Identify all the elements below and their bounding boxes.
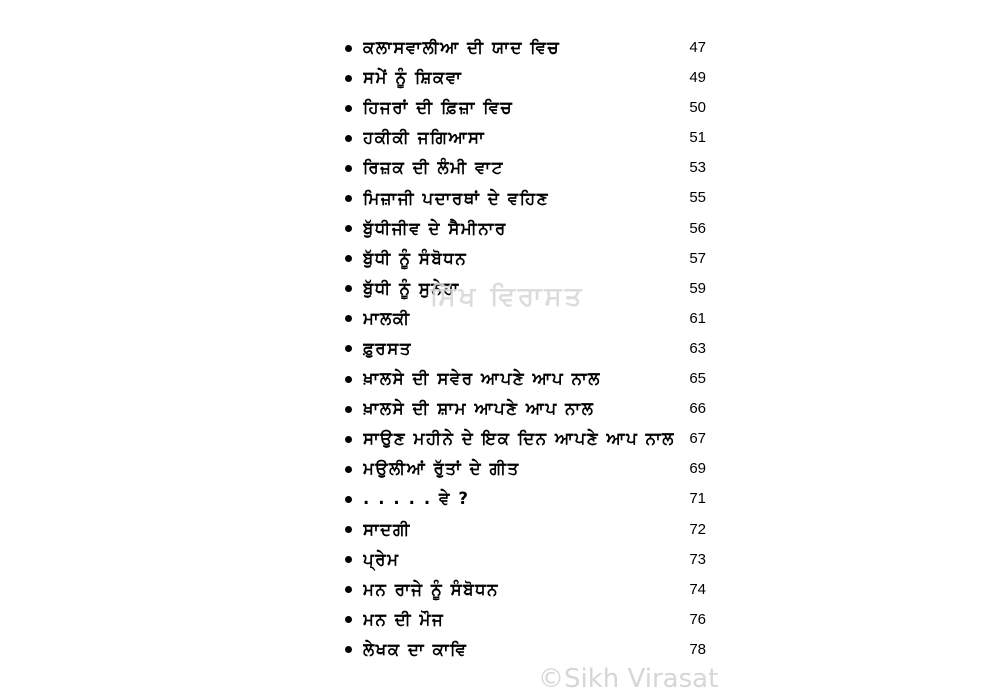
toc-entry-page-number: 63 bbox=[689, 339, 706, 357]
toc-entry[interactable] bbox=[338, 575, 718, 605]
bullet-icon bbox=[345, 285, 352, 292]
bullet-icon bbox=[345, 225, 352, 232]
toc-entry-page-number: 55 bbox=[689, 189, 706, 207]
toc-entry-title: ਫ਼ੁਰਸਤ bbox=[363, 338, 413, 358]
toc-entry-page-number: 49 bbox=[689, 69, 706, 87]
bullet-icon bbox=[345, 195, 352, 202]
toc-entry[interactable] bbox=[338, 454, 718, 484]
toc-entry[interactable] bbox=[338, 484, 718, 514]
toc-entry-title: . . . . . ਵੇ ? bbox=[363, 489, 470, 509]
bullet-icon bbox=[345, 616, 352, 623]
toc-entry-page-number: 76 bbox=[689, 610, 706, 628]
toc-entry-title: ਮਉਲੀਆਂ ਰੁੱਤਾਂ ਦੇ ਗੀਤ bbox=[363, 459, 520, 479]
toc-entry-title: ਬੁੱਧੀ ਨੂੰ ਸੰਬੋਧਨ bbox=[363, 248, 468, 268]
toc-entry-title: ਬੁੱਧੀਜੀਵ ਦੇ ਸੈਮੀਨਾਰ bbox=[363, 218, 507, 238]
toc-entry-page-number: 78 bbox=[689, 640, 706, 658]
toc-entry-title: ਸਾਉਣ ਮਹੀਨੇ ਦੇ ਇਕ ਦਿਨ ਆਪਣੇ ਆਪ ਨਾਲ bbox=[363, 429, 676, 449]
toc-entry[interactable] bbox=[338, 33, 718, 63]
toc-entry[interactable] bbox=[338, 63, 718, 93]
toc-entry-title: ਮਿਜ਼ਾਜੀ ਪਦਾਰਥਾਂ ਦੇ ਵਹਿਣ bbox=[363, 188, 550, 208]
bullet-icon bbox=[345, 496, 352, 503]
toc-entry[interactable] bbox=[338, 214, 718, 244]
toc-entry-title: ਮਨ ਰਾਜੇ ਨੂੰ ਸੰਬੋਧਨ bbox=[363, 579, 500, 599]
toc-entry-page-number: 65 bbox=[689, 370, 706, 388]
toc-entry-page-number: 74 bbox=[689, 580, 706, 598]
toc-entry-title: ਬੁੱਧੀ ਨੂੰ ਸੁਨੇਹਾ bbox=[363, 278, 460, 298]
toc-entry-title: ਹਿਜਰਾਂ ਦੀ ਫ਼ਿਜ਼ਾ ਵਿਚ bbox=[363, 98, 514, 118]
toc-entry[interactable] bbox=[338, 334, 718, 364]
toc-entry-page-number: 51 bbox=[689, 129, 706, 147]
toc-entry-title: ਕਲਾਸਵਾਲੀਆ ਦੀ ਯਾਦ ਵਿਚ bbox=[363, 38, 561, 58]
toc-entry-page-number: 71 bbox=[689, 490, 706, 508]
toc-entry-page-number: 47 bbox=[689, 39, 706, 56]
toc-entry-title: ਖ਼ਾਲਸੇ ਦੀ ਸ਼ਾਮ ਆਪਣੇ ਆਪ ਨਾਲ bbox=[363, 399, 595, 419]
bullet-icon bbox=[345, 165, 352, 172]
toc-entry[interactable] bbox=[338, 93, 718, 123]
toc-entry[interactable] bbox=[338, 364, 718, 394]
toc-entry[interactable] bbox=[338, 274, 718, 304]
bullet-icon bbox=[345, 75, 352, 82]
bullet-icon bbox=[345, 466, 352, 473]
toc-entry-title: ਸਾਦਗੀ bbox=[363, 519, 411, 539]
bullet-icon bbox=[345, 345, 352, 352]
bullet-icon bbox=[345, 376, 352, 383]
toc-entry-title: ਲੇਖਕ ਦਾ ਕਾਵਿ bbox=[363, 639, 468, 659]
toc-entry[interactable] bbox=[338, 153, 718, 183]
bullet-icon bbox=[345, 315, 352, 322]
bullet-icon bbox=[345, 646, 352, 653]
toc-entry-page-number: 67 bbox=[689, 430, 706, 448]
table-of-contents bbox=[338, 33, 718, 665]
toc-entry[interactable] bbox=[338, 304, 718, 334]
toc-entry-page-number: 69 bbox=[689, 460, 706, 478]
bullet-icon bbox=[345, 105, 352, 112]
toc-entry[interactable] bbox=[338, 515, 718, 545]
toc-entry[interactable] bbox=[338, 424, 718, 454]
toc-entry-title: ਖ਼ਾਲਸੇ ਦੀ ਸਵੇਰ ਆਪਣੇ ਆਪ ਨਾਲ bbox=[363, 369, 602, 389]
toc-entry[interactable] bbox=[338, 244, 718, 274]
toc-entry[interactable] bbox=[338, 545, 718, 575]
toc-entry-title: ਪ੍ਰੇਮ bbox=[363, 549, 400, 569]
bullet-icon bbox=[345, 406, 352, 413]
toc-entry-title: ਮਾਲਕੀ bbox=[363, 308, 411, 328]
bullet-icon bbox=[345, 556, 352, 563]
toc-entry[interactable] bbox=[338, 123, 718, 153]
bullet-icon bbox=[345, 586, 352, 593]
toc-entry[interactable] bbox=[338, 183, 718, 213]
toc-entry-page-number: 73 bbox=[689, 550, 706, 568]
toc-entry-page-number: 66 bbox=[689, 400, 706, 418]
toc-entry-title: ਰਿਜ਼ਕ ਦੀ ਲੰਮੀ ਵਾਟ bbox=[363, 158, 504, 178]
toc-entry-page-number: 72 bbox=[689, 520, 706, 538]
toc-entry[interactable] bbox=[338, 394, 718, 424]
bullet-icon bbox=[345, 135, 352, 142]
bullet-icon bbox=[345, 436, 352, 443]
watermark-center: ਸਿੱਖ ਵਿਰਾਸਤ bbox=[430, 282, 585, 312]
toc-entry[interactable] bbox=[338, 635, 718, 665]
toc-entry[interactable] bbox=[338, 605, 718, 635]
toc-entry-page-number: 57 bbox=[689, 249, 706, 267]
toc-entry-page-number: 56 bbox=[689, 219, 706, 237]
toc-entry-page-number: 61 bbox=[689, 309, 706, 327]
copyright-watermark: ©Sikh Virasat bbox=[538, 664, 719, 694]
toc-entry-title: ਮਨ ਦੀ ਮੌਜ bbox=[363, 609, 445, 629]
toc-entry-title: ਹਕੀਕੀ ਜਗਿਆਸਾ bbox=[363, 128, 486, 148]
toc-entry-page-number: 59 bbox=[689, 279, 706, 297]
toc-entry-title: ਸਮੇਂ ਨੂੰ ਸ਼ਿਕਵਾ bbox=[363, 68, 463, 88]
bullet-icon bbox=[345, 526, 352, 533]
toc-entry-page-number: 53 bbox=[689, 159, 706, 177]
bullet-icon bbox=[345, 45, 352, 52]
bullet-icon bbox=[345, 255, 352, 262]
toc-entry-page-number: 50 bbox=[689, 99, 706, 117]
